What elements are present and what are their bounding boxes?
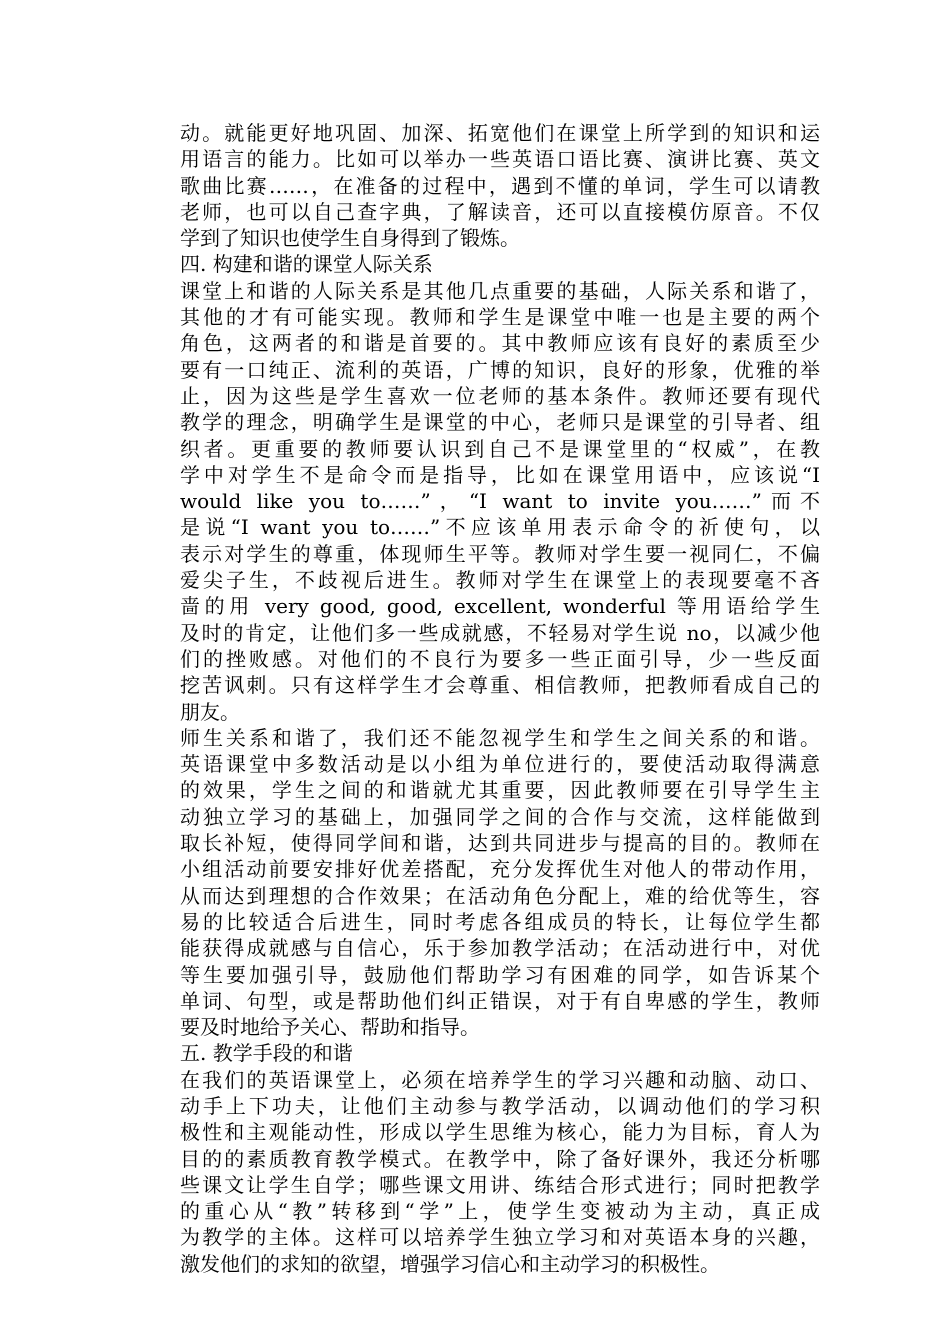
text-line: 用语言的能力。比如可以举办一些英语口语比赛、演讲比赛、英文 (180, 147, 820, 172)
text-line: 为教学的主体。这样可以培养学生独立学习和对英语本身的兴趣， (180, 1225, 820, 1250)
text-line: 从而达到理想的合作效果；在活动角色分配上，难的给优等生，容 (180, 883, 820, 908)
section-heading: 四. 构建和谐的课堂人际关系 (180, 252, 433, 277)
text-line: 表示对学生的尊重，体现师生平等。教师对学生要一视同仁，不偏 (180, 541, 820, 566)
text-line: 啬的用 very good, good, excellent, wonderful 等用语给学生 (180, 594, 820, 619)
text-line: 老师，也可以自己查字典，了解读音，还可以直接模仿原音。不仅 (180, 199, 820, 224)
text-line: 课堂上和谐的人际关系是其他几点重要的基础，人际关系和谐了， (180, 278, 820, 303)
text-line: 易的比较适合后进生，同时考虑各组成员的特长，让每位学生都 (180, 909, 820, 934)
text-line: 目的的素质教育教学模式。在教学中，除了备好课外，我还分析哪 (180, 1146, 820, 1171)
text-line: 要有一口纯正、流利的英语，广博的知识，良好的形象，优雅的举 (180, 357, 820, 382)
text-line: 其他的才有可能实现。教师和学生是课堂中唯一也是主要的两个 (180, 305, 820, 330)
text-line: 在我们的英语课堂上，必须在培养学生的学习兴趣和动脑、动口、 (180, 1067, 820, 1092)
text-line: 些课文让学生自学；哪些课文用讲、练结合形式进行；同时把教学 (180, 1172, 820, 1197)
text-line: 学中对学生不是命令而是指导，比如在课堂用语中，应该说“I (180, 462, 820, 487)
text-line: 能获得成就感与自信心，乐于参加教学活动；在活动进行中，对优 (180, 936, 820, 961)
text-line: 动。就能更好地巩固、加深、拓宽他们在课堂上所学到的知识和运 (180, 121, 820, 145)
text-line: 歌曲比赛……，在准备的过程中，遇到不懂的单词，学生可以请教 (180, 173, 820, 198)
document-page (180, 120, 820, 1277)
text-line: 们的挫败感。对他们的不良行为要多一些正面引导，少一些反面 (180, 646, 820, 671)
text-line: 及时的肯定，让他们多一些成就感，不轻易对学生说 no，以减少他 (180, 620, 820, 645)
section-heading: 五. 教学手段的和谐 (180, 1041, 353, 1066)
text-line: 动手上下功夫，让他们主动参与教学活动，以调动他们的学习积 (180, 1093, 820, 1118)
text-line: 角色，这两者的和谐是首要的。其中教师应该有良好的素质至少 (180, 331, 820, 356)
text-line: 等生要加强引导，鼓励他们帮助学习有困难的同学，如告诉某个 (180, 962, 820, 987)
text-line: 教学的理念，明确学生是课堂的中心，老师只是课堂的引导者、组 (180, 410, 820, 435)
text-line: 学到了知识也使学生自身得到了锻炼。 (180, 226, 520, 251)
text-line: 织者。更重要的教师要认识到自己不是课堂里的“权威”，在教 (180, 436, 820, 461)
text-line: 激发他们的求知的欲望，增强学习信心和主动学习的积极性。 (180, 1251, 720, 1276)
text-line: 取长补短，使得同学间和谐，达到共同进步与提高的目的。教师在 (180, 831, 820, 856)
text-line: 爱尖子生，不歧视后进生。教师对学生在课堂上的表现要毫不吝 (180, 568, 820, 593)
text-line: 极性和主观能动性，形成以学生思维为核心，能力为目标，育人为 (180, 1120, 820, 1145)
text-line: 的效果，学生之间的和谐就尤其重要，因此教师要在引导学生主 (180, 778, 820, 803)
text-line: 师生关系和谐了，我们还不能忽视学生和学生之间关系的和谐。 (180, 725, 820, 750)
text-line: 英语课堂中多数活动是以小组为单位进行的，要使活动取得满意 (180, 752, 820, 777)
text-line: 动独立学习的基础上，加强同学之间的合作与交流，这样能做到 (180, 804, 820, 829)
text-line: 是说“I want you to……”不应该单用表示命令的祈使句，以 (180, 515, 820, 540)
text-line: 的重心从“教”转移到“学”上，使学生变被动为主动，真正成 (180, 1199, 820, 1224)
text-line: 挖苦讽刺。只有这样学生才会尊重、相信教师，把教师看成自己的 (180, 673, 820, 698)
text-line: 要及时地给予关心、帮助和指导。 (180, 1015, 480, 1040)
text-line: 小组活动前要安排好优差搭配，充分发挥优生对他人的带动作用， (180, 857, 820, 882)
text-line: 止，因为这些是学生喜欢一位老师的基本条件。教师还要有现代 (180, 383, 820, 408)
text-line: 单词、句型，或是帮助他们纠正错误，对于有自卑感的学生，教师 (180, 988, 820, 1013)
text-line: would like you to……”，“I want to invite you……”而不 (180, 489, 820, 514)
text-line: 朋友。 (180, 699, 240, 724)
